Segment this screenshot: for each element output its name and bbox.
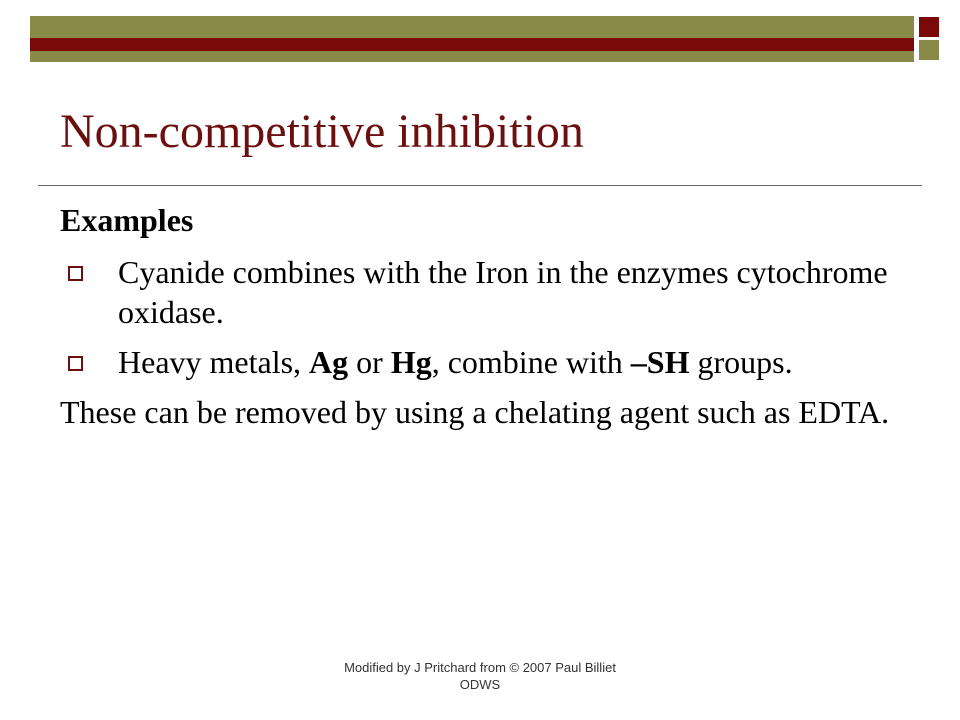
maroon-square bbox=[919, 17, 939, 37]
bullet-bold-hg: Hg bbox=[390, 344, 432, 380]
bullet-text: Cyanide combines with the Iron in the enzymes cytochrome oxidase. bbox=[118, 254, 888, 330]
bullet-text-part: Heavy metals, bbox=[118, 344, 310, 380]
bullet-text-part: or bbox=[348, 344, 391, 380]
hollow-square-bullet-icon bbox=[68, 266, 83, 281]
examples-heading: Examples bbox=[60, 202, 194, 238]
title-divider bbox=[38, 185, 922, 186]
slide-title: Non-competitive inhibition bbox=[60, 105, 584, 158]
olive-square bbox=[919, 40, 939, 60]
bullet-bold-ag: Ag bbox=[309, 344, 349, 380]
slide-footer bbox=[0, 659, 960, 693]
bullet-text-part: groups. bbox=[689, 344, 793, 380]
olive-bar-top bbox=[30, 16, 914, 38]
olive-bar-bottom bbox=[30, 51, 914, 62]
footer-credit: Modified by J Pritchard from © 2007 Paul Billiet bbox=[344, 660, 616, 675]
bullet-text-part: , combine with bbox=[431, 344, 631, 380]
bullet-item-cyanide bbox=[60, 252, 940, 332]
footer-org: ODWS bbox=[459, 677, 501, 692]
chelating-paragraph: These can be removed by using a chelating agent such as EDTA. bbox=[60, 394, 890, 430]
decorative-header-bars bbox=[0, 0, 960, 62]
maroon-bar bbox=[30, 38, 914, 51]
slide-body bbox=[60, 200, 940, 432]
hollow-square-bullet-icon bbox=[68, 356, 83, 371]
bullet-item-heavy-metals bbox=[60, 342, 940, 382]
bullet-bold-sh: –SH bbox=[630, 344, 690, 380]
